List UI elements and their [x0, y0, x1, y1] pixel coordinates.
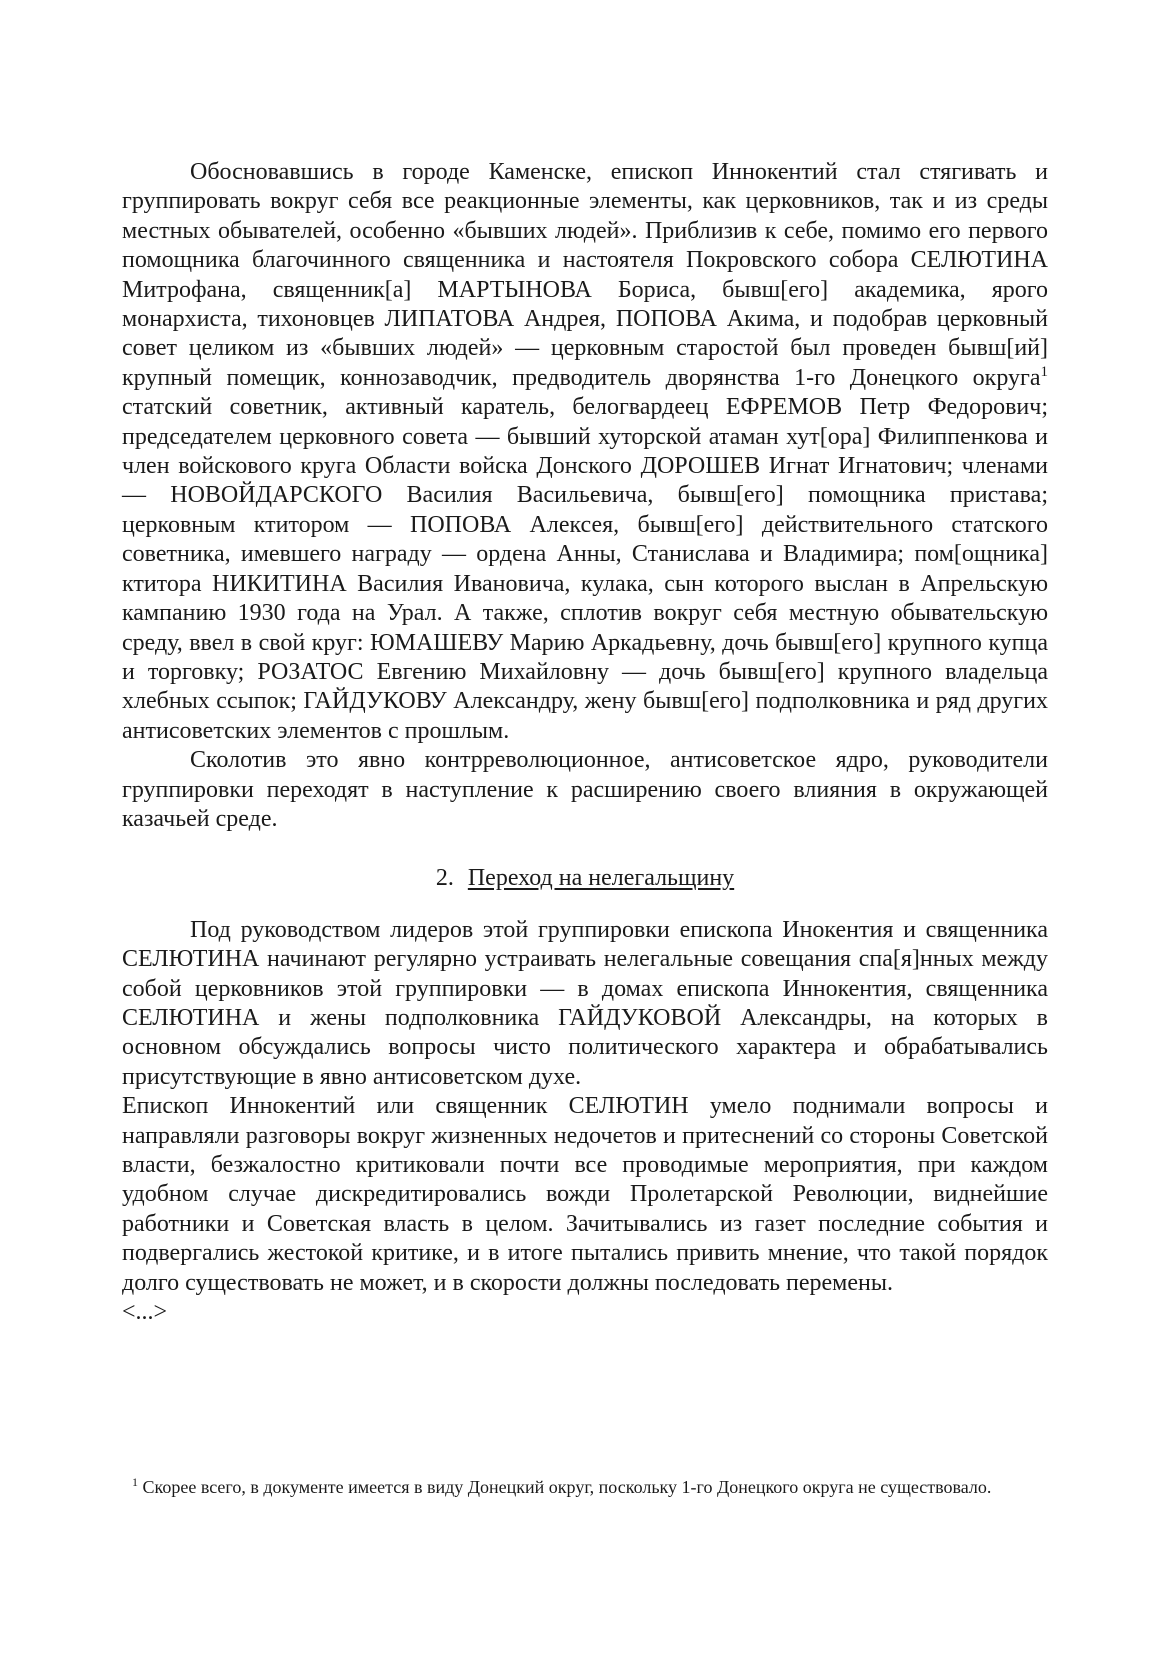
section-number: 2.: [435, 865, 454, 892]
paragraph-4: Епископ Иннокентий или священник СЕЛЮТИН умело поднимали вопросы и направляли разговоры вокруг жизненных недочетов и притеснений со стороны Советской власти, безжалостно критиковали почти все проводимые мероприятия, при каждом удобном случае дискредитировались вожди Пролетарской Революции, виднейшие работники и Советская власть в целом. Зачитывались из газет последние события и подвергались жестокой критике, и в итоге пытались привить мнение, что такой порядок долго существовать не может, и в скорости должны последовать перемены.: [122, 1093, 1048, 1296]
paragraph-2: Сколотив это явно контрреволюционное, антисоветское ядро, руководители группировки переходят в наступление к расширению своего влияния в окружающей казачьей среде.: [122, 747, 1048, 832]
footnote-reference: 1: [1040, 363, 1048, 380]
section-heading: [122, 864, 1048, 893]
section-title: Переход на нелегальщину: [467, 865, 735, 892]
footnote-text: Скорее всего, в документе имеется в виду Донецкий округ, поскольку 1-го Донецкого округа не существовало.: [138, 1477, 992, 1497]
document-body: [122, 158, 1048, 1327]
footnote-marker: 1: [132, 1475, 138, 1489]
paragraph-3: Под руководством лидеров этой группировки епископа Инокентия и священника СЕЛЮТИНА начинают регулярно устраивать нелегальные совещания спа[я]нных между собой церковников этой группировки — в домах епископа Иннокентия, священника СЕЛЮТИНА и жены подполковника ГАЙДУКОВОЙ Александры, на которых в основном обсуждались вопросы чисто политического характера и обрабатывались присутствующие в явно антисоветском духе.: [122, 916, 1048, 1090]
paragraph-1-part-b: статский советник, активный каратель, белогвардеец ЕФРЕМОВ Петр Федорович; председателем церковного совета — бывший хуторской атаман хут[ора] Филиппенкова и член войскового круга Области войска Донского ДОРОШЕВ Игнат Игнатович; членами — НОВОЙДАРСКОГО Василия Васильевича, бывш[его] помощника пристава; церковным ктитором — ПОПОВА Алексея, бывш[его] действительного статского советника, имевшего награду — ордена Анны, Станислава и Владимира; пом[ощника] ктитора НИКИТИНА Василия Ивановича, кулака, сын которого выслан в Апрельскую кампанию 1930 года на Урал. А также, сплотив вокруг себя местную обывательскую среду, ввел в свой круг: ЮМАШЕВУ Марию Аркадьевну, дочь бывш[его] крупного купца и торговку; РОЗАТОС Евгению Михайловну — дочь бывш[его] крупного владельца хлебных ссыпок; ГАЙДУКОВУ Александру, жену бывш[его] подполковника и ряд других антисоветских элементов с прошлым.: [122, 394, 1048, 744]
paragraph-1: [122, 158, 1048, 746]
footnote: [132, 1474, 1032, 1501]
paragraph-1-part-a: Обосновавшись в городе Каменске, епископ Иннокентий стал стягивать и группировать вокруг себя все реакционные элементы, как церковников, так и из среды местных обывателей, особенно «бывших людей». Приблизив к себе, помимо его первого помощника благочинного священника и настоятеля Покровского собора СЕЛЮТИНА Митрофана, священник[а] МАРТЫНОВА Бориса, бывш[его] академика, ярого монархиста, тихоновцев ЛИПАТОВА Андрея, ПОПОВА Акима, и подобрав церковный совет целиком из «бывших людей» — церковным старостой был проведен бывш[ий] крупный помещик, коннозаводчик, предводитель дворянства 1-го Донецкого округа: [122, 159, 1048, 391]
omission-marker: <...>: [122, 1299, 168, 1326]
